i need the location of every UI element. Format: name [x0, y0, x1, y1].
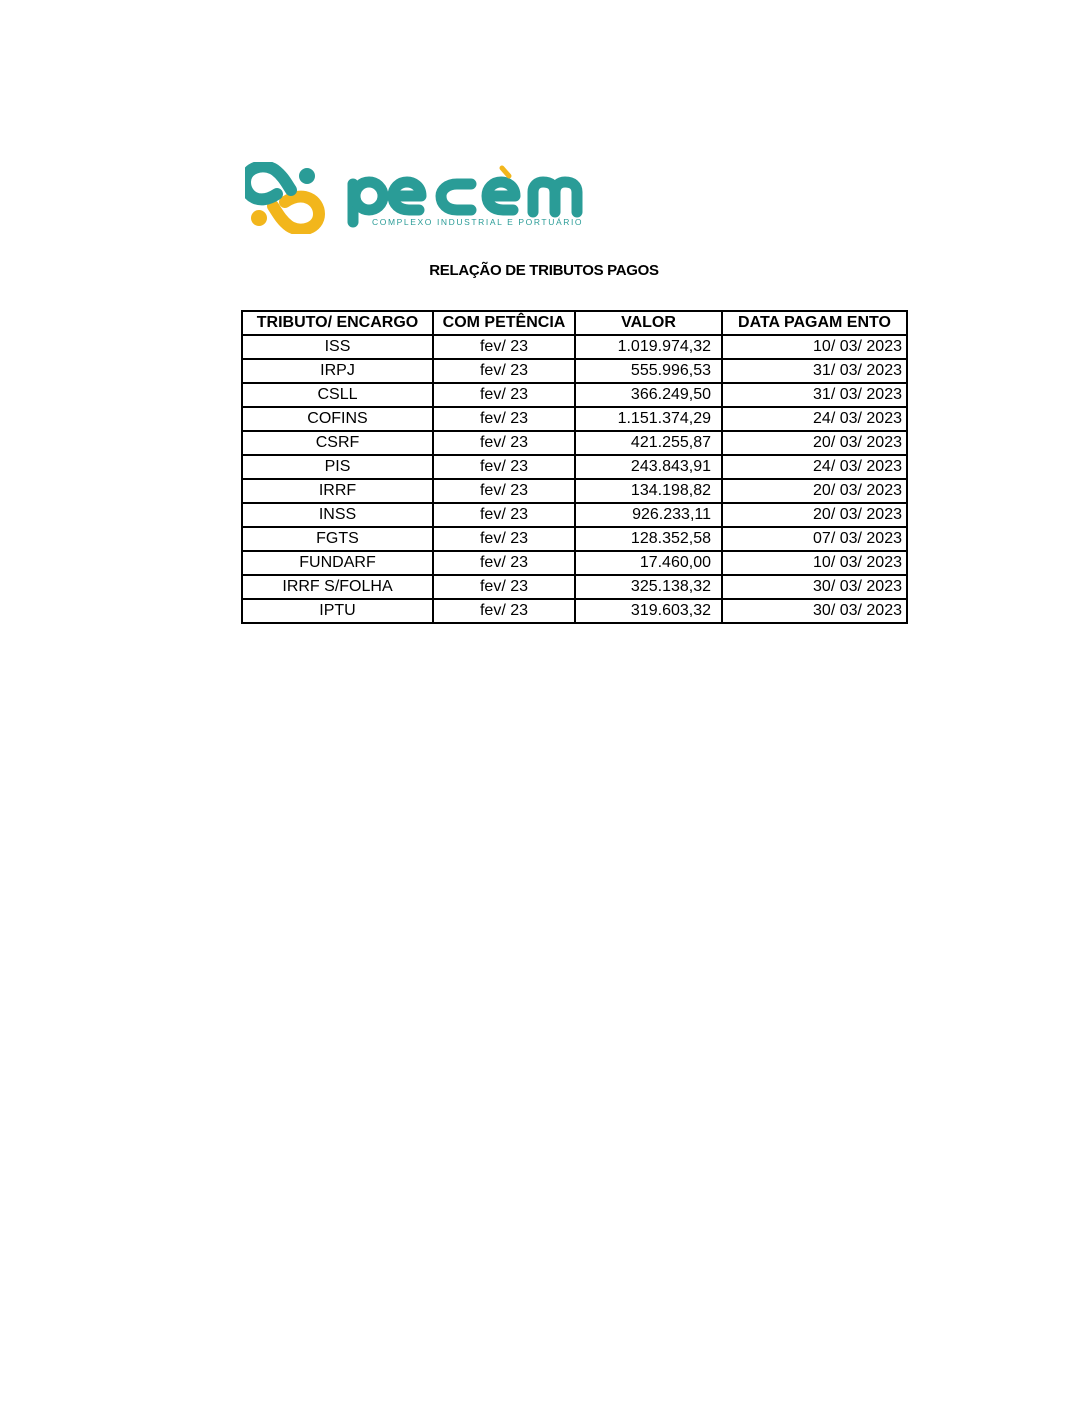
table-row — [242, 383, 907, 407]
cell-data-pagamento: 10/ 03/ 2023 — [722, 551, 907, 575]
cell-valor: 17.460,00 — [575, 551, 722, 575]
cell-tributo: ISS — [242, 335, 433, 359]
cell-tributo: COFINS — [242, 407, 433, 431]
cell-data-pagamento: 31/ 03/ 2023 — [722, 383, 907, 407]
table-row — [242, 599, 907, 623]
table-row — [242, 335, 907, 359]
cell-data-pagamento: 20/ 03/ 2023 — [722, 503, 907, 527]
cell-valor: 421.255,87 — [575, 431, 722, 455]
document-title: RELAÇÃO DE TRIBUTOS PAGOS — [429, 262, 659, 279]
cell-tributo: CSRF — [242, 431, 433, 455]
cell-valor: 134.198,82 — [575, 479, 722, 503]
cell-competencia: fev/ 23 — [433, 407, 575, 431]
cell-data-pagamento: 20/ 03/ 2023 — [722, 431, 907, 455]
table-row — [242, 455, 907, 479]
cell-competencia: fev/ 23 — [433, 431, 575, 455]
cell-tributo: PIS — [242, 455, 433, 479]
table-row — [242, 527, 907, 551]
table-row — [242, 431, 907, 455]
cell-data-pagamento: 30/ 03/ 2023 — [722, 599, 907, 623]
cell-tributo: INSS — [242, 503, 433, 527]
cell-data-pagamento: 24/ 03/ 2023 — [722, 407, 907, 431]
cell-competencia: fev/ 23 — [433, 575, 575, 599]
cell-tributo: IRPJ — [242, 359, 433, 383]
cell-valor: 128.352,58 — [575, 527, 722, 551]
cell-tributo: FGTS — [242, 527, 433, 551]
table-row — [242, 503, 907, 527]
column-header-valor: VALOR — [575, 311, 722, 335]
cell-competencia: fev/ 23 — [433, 383, 575, 407]
cell-valor: 1.019.974,32 — [575, 335, 722, 359]
table-header-row — [242, 311, 907, 335]
cell-valor: 325.138,32 — [575, 575, 722, 599]
cell-valor: 926.233,11 — [575, 503, 722, 527]
column-header-data: DATA PAGAM ENTO — [722, 311, 907, 335]
cell-valor: 366.249,50 — [575, 383, 722, 407]
cell-competencia: fev/ 23 — [433, 479, 575, 503]
cell-data-pagamento: 07/ 03/ 2023 — [722, 527, 907, 551]
table-row — [242, 575, 907, 599]
accent-mark — [502, 168, 509, 176]
table-row — [242, 359, 907, 383]
column-header-tributo: TRIBUTO/ ENCARGO — [242, 311, 433, 335]
cell-competencia: fev/ 23 — [433, 551, 575, 575]
cell-valor: 319.603,32 — [575, 599, 722, 623]
brand-tagline: COMPLEXO INDUSTRIAL E PORTUÁRIO — [372, 217, 584, 227]
cell-competencia: fev/ 23 — [433, 335, 575, 359]
cell-competencia: fev/ 23 — [433, 503, 575, 527]
cell-data-pagamento: 31/ 03/ 2023 — [722, 359, 907, 383]
cell-competencia: fev/ 23 — [433, 527, 575, 551]
cell-tributo: CSLL — [242, 383, 433, 407]
column-header-competencia: COM PETÊNCIA — [433, 311, 575, 335]
cell-competencia: fev/ 23 — [433, 455, 575, 479]
cell-data-pagamento: 10/ 03/ 2023 — [722, 335, 907, 359]
cell-competencia: fev/ 23 — [433, 599, 575, 623]
table-row — [242, 479, 907, 503]
pecem-logo — [245, 162, 605, 234]
pecem-symbol-icon — [245, 166, 319, 229]
table-row — [242, 407, 907, 431]
cell-valor: 555.996,53 — [575, 359, 722, 383]
cell-data-pagamento: 24/ 03/ 2023 — [722, 455, 907, 479]
cell-data-pagamento: 20/ 03/ 2023 — [722, 479, 907, 503]
cell-valor: 1.151.374,29 — [575, 407, 722, 431]
tributes-table — [241, 310, 908, 624]
cell-competencia: fev/ 23 — [433, 359, 575, 383]
cell-tributo: IRRF S/FOLHA — [242, 575, 433, 599]
cell-tributo: FUNDARF — [242, 551, 433, 575]
cell-data-pagamento: 30/ 03/ 2023 — [722, 575, 907, 599]
cell-valor: 243.843,91 — [575, 455, 722, 479]
cell-tributo: IPTU — [242, 599, 433, 623]
cell-tributo: IRRF — [242, 479, 433, 503]
table-row — [242, 551, 907, 575]
pecem-wordmark — [353, 182, 577, 222]
